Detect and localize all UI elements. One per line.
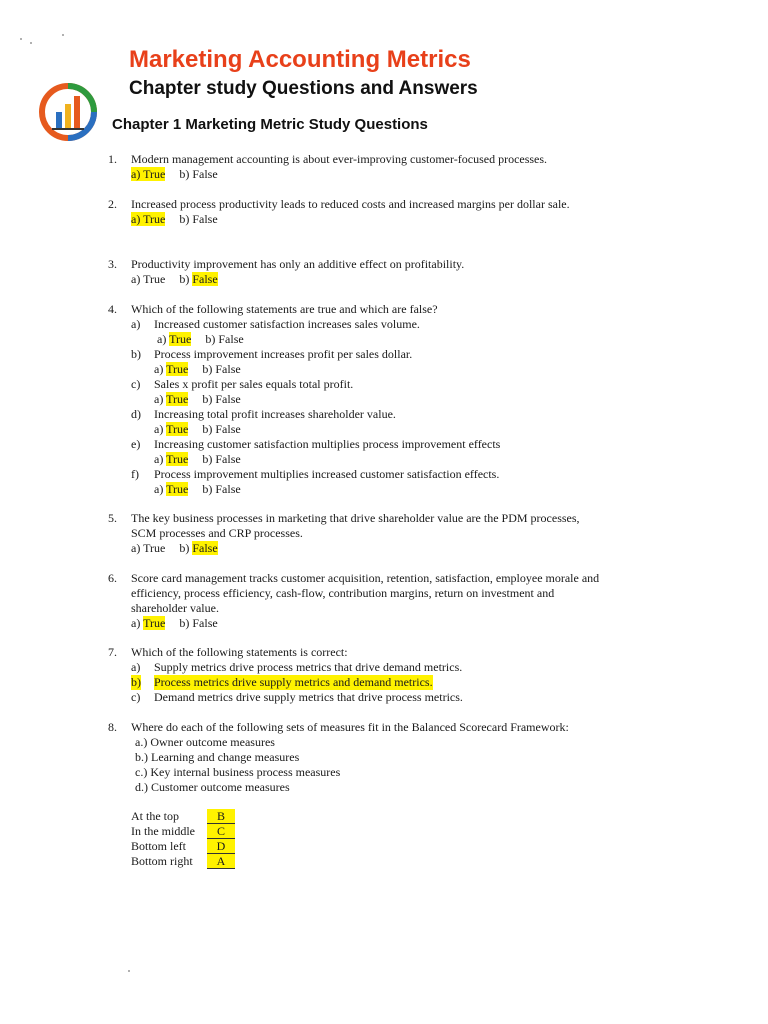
answer-options — [131, 616, 218, 631]
option-a-prefix: a) — [157, 332, 167, 346]
position-label: At the top — [131, 809, 179, 823]
selected-answer: a) True — [131, 212, 166, 226]
sub-item-text: Increasing total profit increases shareholder value. — [154, 407, 396, 421]
question-text: Which of the following statements is correct: — [131, 645, 348, 659]
option-b-prefix: b) — [179, 272, 190, 286]
position-answer: C — [207, 824, 235, 839]
answer-options — [154, 482, 241, 497]
option-a-prefix: a) — [154, 392, 164, 406]
question-number: 5. — [108, 511, 117, 525]
sub-item-letter: c) — [131, 377, 141, 391]
selected-answer: True — [166, 362, 189, 376]
selected-answer: True — [166, 482, 189, 496]
question-text: Score card management tracks customer acquisition, retention, satisfaction, employee morale and efficiency, process efficiency, cash-flow, contribution margins, return on investment and shareholder value. — [131, 571, 600, 615]
chapter-heading: Chapter 1 Marketing Metric Study Questions — [112, 116, 428, 133]
measure-item: c.) Key internal business process measures — [135, 765, 341, 779]
sub-item-text: Supply metrics drive process metrics that drive demand metrics. — [154, 660, 463, 674]
question-text: Productivity improvement has only an additive effect on profitability. — [131, 257, 465, 271]
selected-answer: True — [166, 392, 189, 406]
question-text: Where do each of the following sets of measures fit in the Balanced Scorecard Framework: — [131, 720, 569, 734]
position-answer: D — [207, 839, 235, 854]
selected-answer: True — [166, 452, 189, 466]
page-subtitle: Chapter study Questions and Answers — [129, 78, 478, 99]
selected-answer: True — [143, 616, 166, 630]
position-label: Bottom left — [131, 839, 186, 853]
sub-item-text: Process improvement multiplies increased customer satisfaction effects. — [154, 467, 500, 481]
selected-answer: False — [192, 541, 218, 555]
selected-answer: False — [192, 272, 218, 286]
option-b: b) False — [179, 167, 218, 181]
option-b: b) False — [202, 422, 241, 436]
answer-options — [154, 392, 241, 407]
sub-item-letter: e) — [131, 437, 141, 451]
question-text: Which of the following statements are true and which are false? — [131, 302, 438, 316]
selected-answer: True — [166, 422, 189, 436]
question-number: 3. — [108, 257, 117, 271]
position-label: Bottom right — [131, 854, 193, 868]
selected-answer: a) True — [131, 167, 166, 181]
sub-item-letter: b) — [131, 347, 141, 361]
sub-item-letter: c) — [131, 690, 141, 704]
question-text: Modern management accounting is about ever-improving customer-focused processes. — [131, 152, 548, 166]
option-b: b) False — [179, 616, 218, 630]
option-b: b) False — [202, 452, 241, 466]
position-answer: A — [207, 854, 235, 869]
answer-options — [157, 332, 244, 347]
option-a: a) True — [131, 541, 166, 555]
option-b: b) False — [202, 362, 241, 376]
answer-options — [131, 272, 218, 287]
option-b: b) False — [179, 212, 218, 226]
selected-answer: Process metrics drive supply metrics and demand metrics. — [154, 675, 433, 689]
page-title: Marketing Accounting Metrics — [129, 46, 471, 73]
question-number: 8. — [108, 720, 117, 734]
question-number: 6. — [108, 571, 117, 585]
option-b: b) False — [205, 332, 244, 346]
scan-speck — [30, 42, 32, 44]
sub-item-letter: d) — [131, 407, 141, 421]
position-label: In the middle — [131, 824, 195, 838]
sub-item-letter: f) — [131, 467, 139, 481]
selected-answer-letter: b) — [131, 675, 141, 689]
sub-item-letter: a) — [131, 660, 141, 674]
option-a-prefix: a) — [154, 482, 164, 496]
sub-item-text: Sales x profit per sales equals total profit. — [154, 377, 354, 391]
option-b: b) False — [202, 392, 241, 406]
chart-logo-icon — [38, 82, 98, 142]
sub-item-text: Demand metrics drive supply metrics that drive process metrics. — [154, 690, 463, 704]
question-number: 7. — [108, 645, 117, 659]
question-number: 1. — [108, 152, 117, 166]
selected-answer: True — [169, 332, 192, 346]
scan-speck — [20, 38, 22, 40]
answer-options — [131, 167, 218, 182]
position-answer: B — [207, 809, 235, 824]
answer-options — [131, 541, 218, 556]
answer-options — [154, 452, 241, 467]
option-b: b) False — [202, 482, 241, 496]
question-text-line-2: SCM processes and CRP processes. — [131, 526, 303, 540]
answer-options — [131, 212, 218, 227]
option-b-prefix: b) — [179, 541, 190, 555]
option-a-prefix: a) — [154, 452, 164, 466]
question-text: Increased process productivity leads to reduced costs and increased margins per dollar sale. — [131, 197, 570, 211]
scan-speck — [62, 34, 64, 36]
question-number: 4. — [108, 302, 117, 316]
question-number: 2. — [108, 197, 117, 211]
answer-options — [154, 422, 241, 437]
answer-options — [154, 362, 241, 377]
option-a-prefix: a) — [154, 362, 164, 376]
option-a-prefix: a) — [154, 422, 164, 436]
measure-item: d.) Customer outcome measures — [135, 780, 290, 794]
option-a-prefix: a) — [131, 616, 141, 630]
scan-speck — [128, 970, 130, 972]
option-a: a) True — [131, 272, 166, 286]
measure-item: b.) Learning and change measures — [135, 750, 300, 764]
question-text-line-1: The key business processes in marketing that drive shareholder value are the PDM processes, — [131, 511, 580, 525]
sub-item-text: Increasing customer satisfaction multiplies process improvement effects — [154, 437, 501, 451]
measure-item: a.) Owner outcome measures — [135, 735, 275, 749]
sub-item-text: Increased customer satisfaction increases sales volume. — [154, 317, 420, 331]
sub-item-letter: a) — [131, 317, 141, 331]
sub-item-text: Process improvement increases profit per sales dollar. — [154, 347, 413, 361]
